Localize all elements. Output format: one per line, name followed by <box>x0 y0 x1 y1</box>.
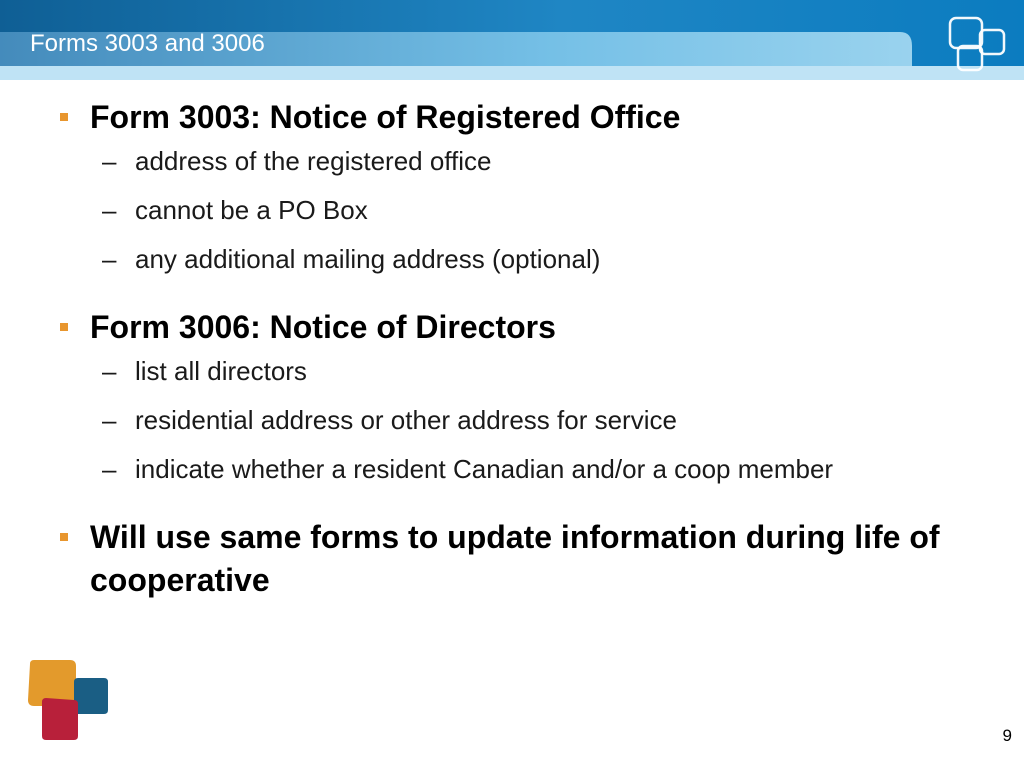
bullet-heading: Will use same forms to update information during life of cooperative <box>90 519 940 599</box>
sub-list <box>90 355 998 502</box>
bullet-form-3003 <box>58 96 998 292</box>
dash-marker: – <box>102 454 117 485</box>
slide-title: Forms 3003 and 3006 <box>30 30 265 57</box>
outlined-squares-logo-icon <box>942 12 1012 76</box>
sub-bullet: – address of the registered office <box>102 146 492 177</box>
colored-squares-logo-icon <box>26 658 114 744</box>
slide-content <box>58 96 998 602</box>
bullet-update-info <box>58 516 998 602</box>
dash-marker: – <box>102 195 117 226</box>
dash-marker: – <box>102 244 117 275</box>
sub-bullet: – indicate whether a resident Canadian and/or a coop member <box>102 454 834 485</box>
sub-bullet: – any additional mailing address (optional) <box>102 244 601 275</box>
dash-marker: – <box>102 146 117 177</box>
page-number: 9 <box>1002 726 1012 745</box>
sub-bullet: – cannot be a PO Box <box>102 195 368 226</box>
bullet-square-icon <box>60 533 68 541</box>
bullet-heading: Form 3006: Notice of Directors <box>90 309 556 346</box>
sub-bullet: – residential address or other address for service <box>102 405 677 436</box>
dash-marker: – <box>102 405 117 436</box>
bullet-heading: Form 3003: Notice of Registered Office <box>90 99 681 135</box>
bullet-square-icon <box>60 323 68 331</box>
bullet-square-icon <box>60 113 68 121</box>
sub-bullet: – list all directors <box>102 356 307 387</box>
sub-list <box>90 145 998 292</box>
dash-marker: – <box>102 356 117 387</box>
bullet-form-3006 <box>58 306 998 502</box>
